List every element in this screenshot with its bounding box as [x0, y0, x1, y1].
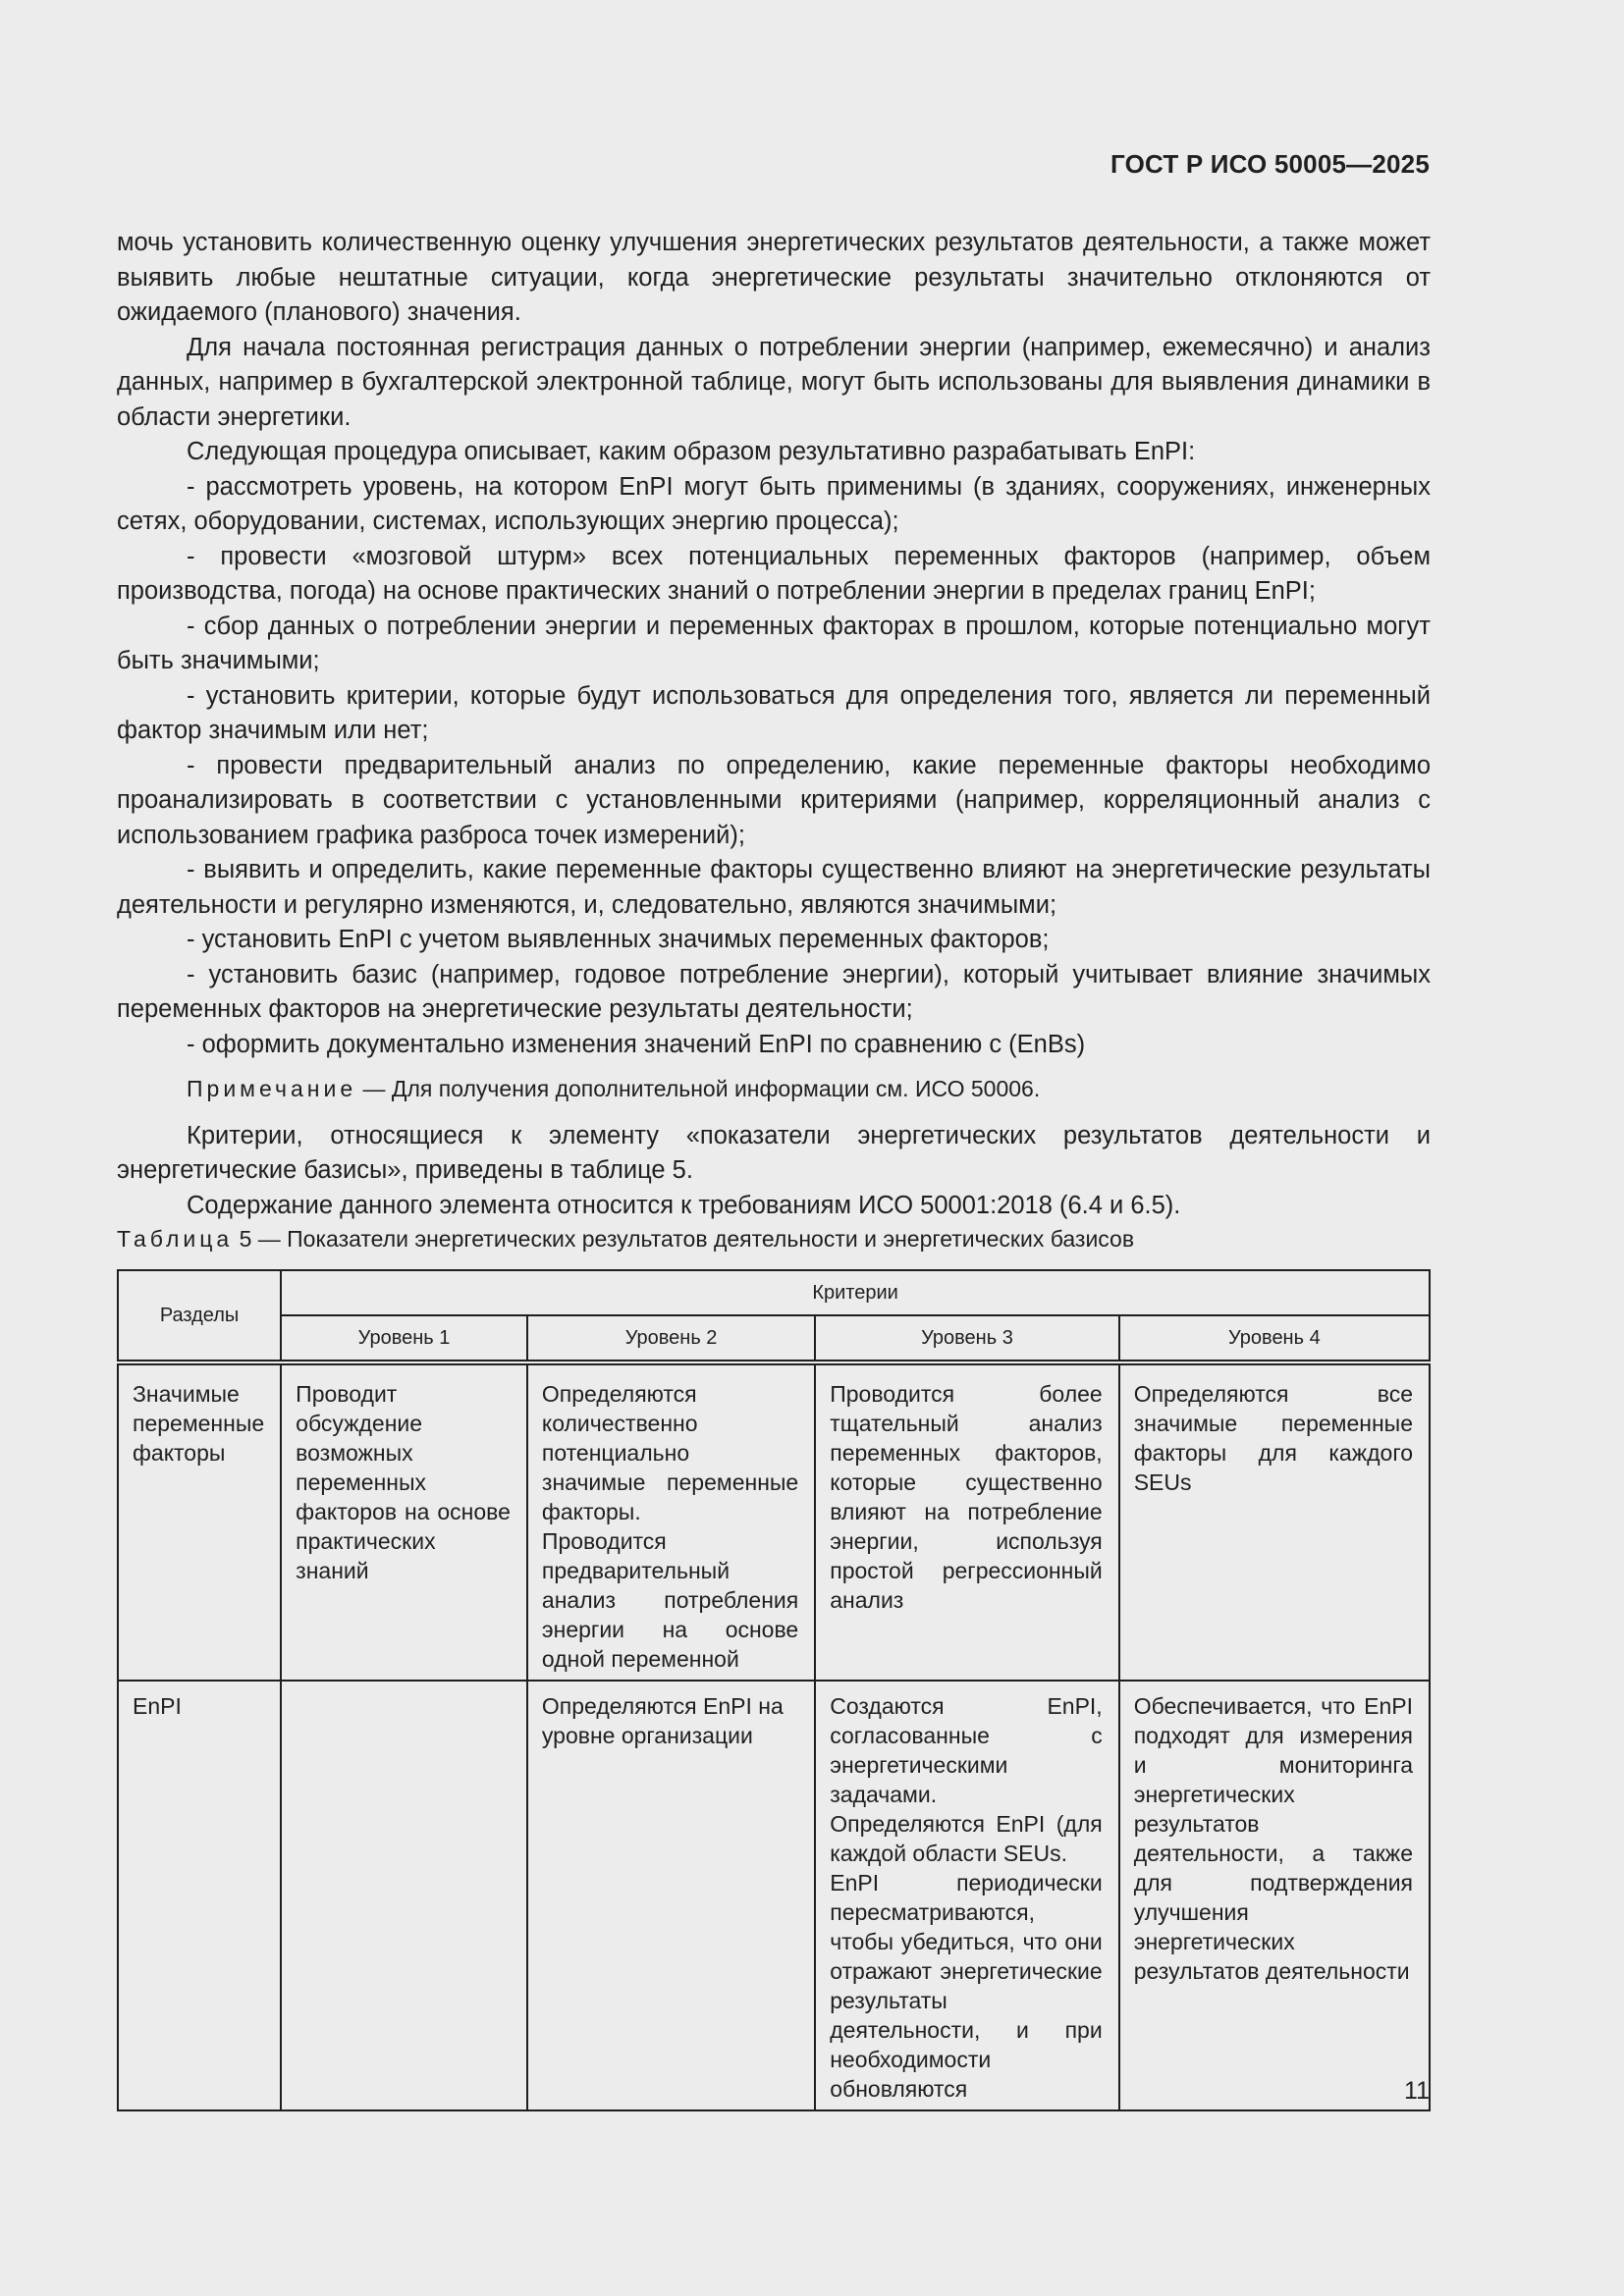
paragraph: Содержание данного элемента относится к требованиям ИСО 50001:2018 (6.4 и 6.5). [187, 1191, 1181, 1219]
list-item: - сбор данных о потреблении энергии и переменных факторах в прошлом, которые потенциально могут быть значимыми; [117, 612, 1431, 674]
cell-text: Проводится предварительный анализ потребления энергии на основе одной переменной [541, 1528, 799, 1672]
table-row [118, 1681, 1430, 2110]
cell-text: Обеспечивается, что EnPI подходят для измерения и мониторинга энергетических результатов деятельности, а также для подтверждения улучшения энергетических результатов деятельности [1133, 1693, 1413, 1984]
table-cell [527, 1362, 815, 1681]
table-cell [1119, 1362, 1430, 1681]
table-row [118, 1362, 1430, 1681]
paragraph: Для начала постоянная регистрация данных о потреблении энергии (например, ежемесячно) и анализ данных, например в бухгалтерской электронной таблице, могут быть использованы для выявления динамики в области энергетики. [117, 333, 1431, 431]
column-header-level-2: Уровень 2 [527, 1315, 815, 1362]
table-cell [527, 1681, 815, 2110]
column-header-level-1: Уровень 1 [281, 1315, 527, 1362]
column-header-level-4: Уровень 4 [1119, 1315, 1430, 1362]
paragraph: мочь установить количественную оценку улучшения энергетических результатов деятельности, а также может выявить любые нештатные ситуации, когда энергетические результаты значительно отклоняются от ожидаемого (планового) значения. [117, 229, 1431, 326]
cell-text: Создаются EnPI, согласованные с энергетическими задачами. [830, 1693, 1103, 1807]
list-item: - рассмотреть уровень, на котором EnPI могут быть применимы (в зданиях, сооружениях, инженерных сетях, оборудовании, системах, использующих энергию процесса); [117, 472, 1431, 535]
cell-text: Определяются EnPI (для каждой области SEUs. [830, 1811, 1103, 1866]
cell-text: Определяются EnPI на уровне организации [541, 1693, 784, 1748]
table-caption-text: 5 — Показатели энергетических результатов деятельности и энергетических базисов [233, 1226, 1135, 1252]
cell-text: Проводится более тщательный анализ переменных факторов, которые существенно влияют на потребление энергии, используя простой регрессионный анализ [830, 1381, 1103, 1613]
note-text: — Для получения дополнительной информации см. ИСО 50006. [356, 1076, 1041, 1101]
table-cell [281, 1681, 527, 2110]
list-item: - провести «мозговой штурм» всех потенциальных переменных факторов (например, объем производства, погода) на основе практических знаний о потреблении энергии в пределах границ EnPI; [117, 542, 1431, 605]
list-item: - установить EnPI с учетом выявленных значимых переменных факторов; [187, 926, 1050, 953]
note [117, 1072, 1431, 1107]
page-number: 11 [1404, 2077, 1430, 2105]
column-header-criteria: Критерии [281, 1270, 1430, 1315]
table-cell [815, 1362, 1118, 1681]
note-label: Примечание [187, 1076, 357, 1101]
list-item: - установить базис (например, годовое потребление энергии), который учитывает влияние значимых переменных факторов на энергетические результаты деятельности; [117, 960, 1431, 1023]
paragraph: Критерии, относящиеся к элементу «показатели энергетических результатов деятельности и энергетические базисы», приведены в таблице 5. [117, 1121, 1431, 1184]
table-cell [1119, 1681, 1430, 2110]
cell-text: EnPI периодически пересматриваются, чтобы убедиться, что они отражают энергетические результаты деятельности, и при необходимости обновляются [830, 1870, 1103, 2102]
column-header-level-3: Уровень 3 [815, 1315, 1118, 1362]
list-item: - провести предварительный анализ по определению, какие переменные факторы необходимо проанализировать в соответствии с установленными критериями (например, корреляционный анализ с использованием графика разброса точек измерений); [117, 751, 1431, 849]
body-text [117, 226, 1431, 1223]
cell-text: Определяются количественно потенциально значимые переменные факторы. [541, 1381, 799, 1524]
cell-text: Определяются все значимые переменные факторы для каждого SEUs [1133, 1381, 1413, 1495]
list-item: - оформить документально изменения значений EnPI по сравнению с (EnBs) [187, 1030, 1086, 1058]
cell-text: Проводит обсуждение возможных переменных факторов на основе практических знаний [296, 1381, 511, 1583]
row-section: Значимые переменные факторы [118, 1362, 281, 1681]
criteria-table [117, 1269, 1431, 2111]
column-header-sections: Разделы [118, 1270, 281, 1362]
document-header: ГОСТ Р ИСО 50005—2025 [1110, 149, 1430, 179]
paragraph: Следующая процедура описывает, каким образом результативно разрабатывать EnPI: [187, 438, 1196, 465]
list-item: - выявить и определить, какие переменные факторы существенно влияют на энергетические результаты деятельности и регулярно изменяются, и, следовательно, являются значимыми; [117, 856, 1431, 919]
list-item: - установить критерии, которые будут использоваться для определения того, является ли переменный фактор значимым или нет; [117, 681, 1431, 744]
table-caption-label: Таблица [117, 1226, 234, 1252]
table-cell [815, 1681, 1118, 2110]
table-caption [117, 1226, 1431, 1253]
table-cell [281, 1362, 527, 1681]
row-section: EnPI [118, 1681, 281, 2110]
